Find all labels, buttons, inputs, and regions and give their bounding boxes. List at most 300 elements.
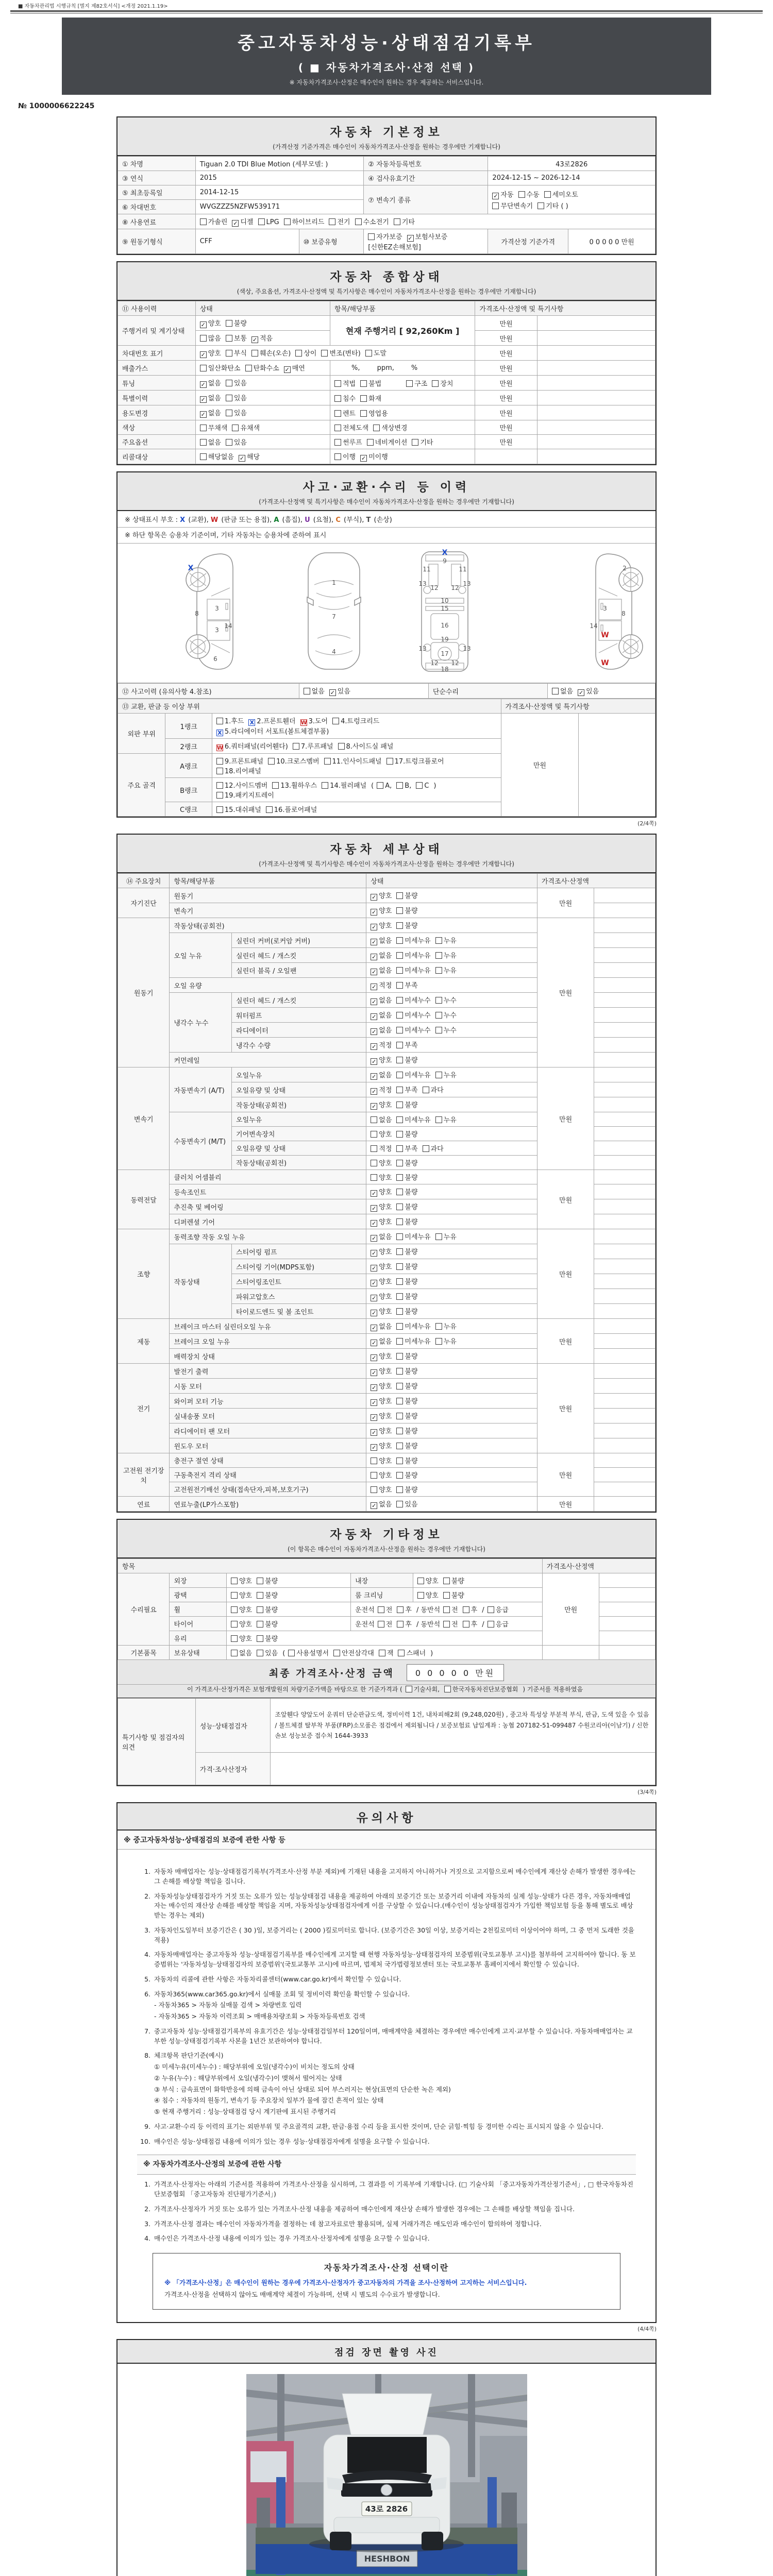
checkbox-option[interactable] — [396, 1025, 430, 1035]
checkbox-option[interactable] — [368, 231, 402, 241]
checkbox-option[interactable] — [488, 1604, 509, 1614]
checkbox-option[interactable] — [371, 890, 392, 901]
checkbox[interactable] — [423, 1087, 429, 1093]
checkbox[interactable] — [367, 439, 374, 446]
checkbox[interactable] — [200, 218, 207, 225]
checkbox-option[interactable] — [371, 1246, 392, 1257]
checkbox-option[interactable] — [226, 318, 247, 328]
checkbox[interactable] — [379, 1650, 385, 1656]
checkbox[interactable] — [377, 782, 383, 789]
checkbox[interactable] — [334, 380, 341, 387]
checkbox-option[interactable] — [371, 920, 392, 930]
checkbox[interactable] — [396, 1428, 403, 1434]
checkbox[interactable] — [396, 1204, 403, 1210]
checkbox-option[interactable] — [463, 1604, 478, 1614]
checkbox-option[interactable] — [371, 1470, 392, 1480]
checkbox-option[interactable] — [396, 1246, 417, 1256]
checkbox[interactable] — [329, 218, 335, 225]
checkbox[interactable] — [396, 1160, 403, 1166]
checked-checkbox[interactable]: ✓ — [372, 969, 377, 975]
checked-checkbox[interactable]: ✓ — [372, 1310, 377, 1316]
checkbox-option[interactable] — [257, 1633, 278, 1643]
checkbox[interactable] — [226, 395, 232, 401]
checkbox-option[interactable] — [371, 980, 392, 990]
checkbox-option[interactable] — [435, 1114, 457, 1124]
checkbox-option[interactable] — [365, 348, 386, 358]
checkbox[interactable] — [417, 1592, 424, 1599]
checkbox-option[interactable] — [378, 1604, 393, 1614]
checkbox-option[interactable] — [200, 216, 228, 226]
checkbox[interactable] — [435, 997, 442, 1004]
checkbox-option[interactable] — [371, 935, 392, 945]
checkbox-option[interactable] — [396, 1129, 417, 1139]
checkbox[interactable] — [435, 937, 442, 944]
checkbox-option[interactable] — [216, 756, 263, 766]
checkbox-option[interactable] — [406, 378, 427, 388]
checkbox-option[interactable] — [334, 393, 356, 403]
checked-checkbox[interactable]: ✓ — [372, 1369, 377, 1376]
checkbox[interactable] — [396, 1293, 403, 1300]
checked-checkbox[interactable]: ✓ — [372, 939, 377, 945]
checkbox[interactable] — [251, 350, 258, 357]
checkbox[interactable] — [396, 1398, 403, 1404]
checkbox[interactable] — [396, 907, 403, 914]
checkbox[interactable] — [334, 439, 341, 446]
checkbox-option[interactable] — [394, 216, 415, 226]
checkbox-option[interactable] — [371, 1187, 392, 1197]
checkbox-option[interactable] — [377, 782, 392, 790]
checkbox[interactable] — [435, 1012, 442, 1019]
checkbox[interactable] — [396, 1278, 403, 1285]
checkbox[interactable] — [334, 410, 341, 417]
checked-checkbox[interactable]: ✓ — [200, 411, 206, 418]
checked-checkbox[interactable]: ✓ — [372, 954, 377, 960]
checkbox-option[interactable] — [435, 995, 457, 1005]
checkbox[interactable] — [396, 1501, 403, 1507]
checkbox-option[interactable] — [334, 422, 368, 432]
checkbox-option[interactable] — [200, 408, 221, 418]
checkbox-option[interactable] — [379, 1648, 394, 1657]
checkbox-option[interactable] — [396, 1440, 417, 1450]
checkbox[interactable] — [216, 782, 223, 789]
checkbox-option[interactable] — [386, 756, 444, 766]
checkbox[interactable] — [272, 782, 279, 789]
checkbox[interactable] — [371, 1131, 377, 1138]
checkbox-option[interactable] — [226, 408, 247, 417]
checkbox[interactable] — [396, 1057, 403, 1063]
checkbox[interactable] — [394, 218, 400, 225]
checkbox[interactable] — [231, 1592, 238, 1599]
checkbox-option[interactable] — [360, 408, 388, 418]
checkbox-option[interactable] — [396, 1276, 417, 1286]
checkbox-option[interactable] — [257, 1575, 278, 1585]
checkbox[interactable] — [232, 425, 239, 431]
checkbox[interactable] — [537, 202, 544, 209]
checkbox-option[interactable] — [216, 741, 288, 751]
checkbox-option[interactable] — [248, 716, 295, 726]
checkbox[interactable] — [245, 365, 252, 371]
checkbox[interactable] — [268, 758, 275, 765]
checkbox[interactable] — [216, 768, 223, 774]
checkbox-option[interactable] — [544, 189, 578, 199]
checkbox-option[interactable] — [268, 756, 319, 766]
checkbox[interactable] — [338, 743, 345, 750]
checkbox[interactable] — [396, 1472, 403, 1479]
checkbox-option[interactable] — [371, 950, 392, 960]
checkbox-option[interactable] — [266, 804, 317, 814]
checkbox[interactable] — [231, 1578, 238, 1584]
checkbox[interactable] — [371, 1160, 377, 1166]
checkbox-option[interactable] — [231, 1604, 252, 1614]
checkbox[interactable] — [371, 1116, 377, 1123]
checkbox-option[interactable] — [232, 422, 260, 432]
checkbox-option[interactable] — [257, 1590, 278, 1600]
checkbox[interactable] — [463, 1621, 469, 1628]
checkbox-option[interactable] — [378, 1619, 393, 1629]
checkbox[interactable] — [396, 1486, 403, 1493]
checkbox[interactable] — [397, 1606, 404, 1613]
checkbox-option[interactable] — [334, 437, 362, 447]
checkbox-option[interactable] — [367, 437, 408, 447]
checkbox-option[interactable] — [200, 437, 221, 447]
checkbox-option[interactable] — [578, 686, 599, 696]
checked-checkbox[interactable]: ✓ — [372, 1399, 377, 1406]
checkbox[interactable] — [360, 410, 367, 417]
checked-checkbox[interactable]: ✓ — [233, 220, 238, 227]
checkbox[interactable] — [396, 1145, 403, 1152]
checkbox-option[interactable] — [396, 980, 417, 990]
checkbox-option[interactable] — [371, 1440, 392, 1451]
checkbox[interactable] — [396, 1101, 403, 1108]
checkbox[interactable] — [257, 1606, 263, 1613]
checkbox-option[interactable] — [216, 804, 261, 814]
checkbox-option[interactable] — [231, 1648, 252, 1657]
checkbox[interactable] — [396, 1248, 403, 1255]
checkbox-option[interactable] — [371, 1099, 392, 1110]
checkbox-option[interactable] — [251, 348, 291, 358]
checkbox-option[interactable] — [396, 950, 430, 960]
checkbox[interactable] — [396, 892, 403, 899]
checkbox[interactable] — [416, 782, 423, 789]
checked-checkbox[interactable]: ✓ — [372, 1235, 377, 1242]
checkbox-option[interactable] — [396, 1336, 430, 1346]
checked-checkbox[interactable]: ✓ — [372, 1028, 377, 1035]
checkbox[interactable] — [378, 1621, 384, 1628]
checkbox[interactable] — [257, 1635, 263, 1642]
checkbox-option[interactable] — [200, 378, 221, 388]
checkbox-option[interactable] — [371, 1010, 392, 1020]
checked-checkbox[interactable]: ✓ — [372, 909, 377, 916]
checkbox-option[interactable] — [492, 200, 533, 210]
checkbox[interactable] — [360, 380, 367, 387]
checkbox[interactable] — [443, 1592, 450, 1599]
checkbox-option[interactable] — [371, 1396, 392, 1406]
checkbox[interactable] — [396, 1443, 403, 1449]
checked-checkbox[interactable]: ✓ — [372, 1444, 377, 1451]
checkbox[interactable] — [334, 395, 341, 402]
checkbox-option[interactable] — [396, 1411, 417, 1420]
checkbox[interactable] — [412, 439, 418, 446]
checkbox[interactable] — [226, 380, 232, 386]
checkbox-option[interactable] — [396, 1201, 417, 1211]
checked-checkbox[interactable]: ✓ — [200, 351, 206, 358]
checkbox[interactable] — [258, 218, 265, 225]
checkbox-option[interactable] — [232, 216, 253, 227]
checked-checkbox[interactable]: ✓ — [372, 1280, 377, 1286]
checkbox-option[interactable] — [396, 995, 430, 1005]
checked-checkbox[interactable]: ✓ — [372, 1502, 377, 1509]
checkbox-option[interactable] — [329, 216, 350, 226]
checkbox-option[interactable] — [371, 1216, 392, 1227]
checkbox-option[interactable] — [371, 1336, 392, 1346]
checkbox-option[interactable] — [396, 1084, 417, 1094]
checkbox[interactable] — [396, 1174, 403, 1181]
checkbox[interactable] — [365, 350, 372, 357]
checkbox[interactable] — [396, 1413, 403, 1419]
checked-checkbox[interactable]: ✓ — [252, 336, 258, 343]
checkbox-option[interactable] — [443, 1604, 458, 1614]
checkbox-option[interactable] — [226, 437, 247, 447]
checkbox-option[interactable] — [338, 741, 394, 751]
checkbox[interactable] — [396, 982, 403, 989]
checkbox-option[interactable] — [396, 965, 430, 975]
checkbox-option[interactable] — [396, 1055, 417, 1064]
checked-checkbox[interactable]: ✓ — [372, 1295, 377, 1301]
checkbox-option[interactable] — [371, 1276, 392, 1286]
checked-checkbox[interactable]: ✓ — [372, 1414, 377, 1421]
checkbox[interactable] — [396, 1368, 403, 1375]
checkbox[interactable] — [231, 1621, 238, 1628]
checkbox-option[interactable] — [329, 686, 350, 696]
checkbox-option[interactable] — [231, 1575, 252, 1585]
checkbox-option[interactable] — [443, 1619, 458, 1629]
checkbox-option[interactable] — [200, 451, 234, 461]
checkbox[interactable] — [423, 1145, 429, 1152]
checkbox[interactable] — [396, 997, 403, 1004]
checkbox[interactable] — [398, 1650, 405, 1656]
checked-checkbox[interactable]: ✓ — [372, 1384, 377, 1391]
checked-checkbox[interactable]: ✓ — [372, 1013, 377, 1020]
checkbox[interactable] — [257, 1578, 263, 1584]
checkbox-option[interactable] — [396, 1143, 417, 1153]
checkbox-option[interactable] — [371, 1129, 392, 1139]
checkbox-option[interactable] — [492, 189, 513, 199]
checkbox-option[interactable] — [371, 965, 392, 975]
checkbox[interactable] — [371, 1486, 377, 1493]
checkbox-option[interactable] — [371, 1484, 392, 1494]
checkbox[interactable] — [463, 1606, 469, 1613]
checkbox-option[interactable] — [435, 965, 457, 975]
checked-checkbox[interactable]: ✓ — [372, 1043, 377, 1050]
checked-checkbox[interactable]: ✓ — [372, 1429, 377, 1436]
checkbox-option[interactable] — [322, 780, 366, 790]
checkbox-option[interactable] — [443, 1575, 464, 1585]
checkbox[interactable] — [333, 1650, 340, 1656]
checkbox-option[interactable] — [396, 1484, 417, 1494]
checkbox[interactable] — [396, 1012, 403, 1019]
checkbox-option[interactable] — [406, 1685, 440, 1693]
checkbox-option[interactable] — [396, 782, 411, 790]
checkbox-option[interactable] — [200, 333, 221, 343]
checked-checkbox[interactable]: ✓ — [578, 689, 584, 696]
checkbox-option[interactable] — [295, 348, 316, 358]
checkbox-option[interactable] — [371, 1143, 392, 1153]
checkbox-option[interactable] — [373, 422, 407, 432]
checked-checkbox[interactable]: ✓ — [372, 1103, 377, 1110]
checked-checkbox[interactable]: ✓ — [200, 396, 206, 403]
mark-checkbox[interactable]: X — [216, 730, 223, 736]
checkbox-option[interactable] — [396, 890, 417, 900]
checkbox[interactable] — [226, 320, 232, 327]
checkbox[interactable] — [257, 1621, 263, 1628]
checkbox-option[interactable] — [300, 716, 328, 726]
checkbox-option[interactable] — [371, 1172, 392, 1182]
checked-checkbox[interactable]: ✓ — [372, 998, 377, 1005]
checkbox-option[interactable] — [371, 1411, 392, 1421]
checkbox[interactable] — [257, 1592, 263, 1599]
checkbox-option[interactable] — [537, 200, 568, 210]
checkbox[interactable] — [304, 688, 310, 694]
checkbox[interactable] — [266, 806, 273, 813]
checkbox[interactable] — [488, 1606, 494, 1613]
checkbox-option[interactable] — [396, 1070, 430, 1079]
checkbox[interactable] — [200, 335, 207, 342]
checkbox-option[interactable] — [423, 1084, 444, 1094]
checkbox-option[interactable] — [371, 1306, 392, 1316]
checkbox[interactable] — [368, 233, 375, 240]
checkbox[interactable] — [332, 718, 339, 724]
checked-checkbox[interactable]: ✓ — [372, 924, 377, 930]
checkbox-option[interactable] — [272, 780, 317, 790]
checkbox[interactable] — [226, 350, 232, 357]
checkbox-option[interactable] — [396, 1187, 417, 1196]
checkbox-option[interactable] — [396, 935, 430, 945]
checkbox[interactable] — [432, 380, 439, 387]
checkbox[interactable] — [200, 365, 207, 371]
checkbox-option[interactable] — [407, 231, 448, 242]
mark-checkbox[interactable]: W — [300, 719, 307, 726]
checkbox[interactable] — [200, 425, 207, 431]
checked-checkbox[interactable]: ✓ — [330, 689, 335, 696]
checkbox[interactable] — [200, 439, 207, 446]
checkbox[interactable] — [488, 1621, 494, 1628]
checkbox[interactable] — [334, 425, 341, 431]
checkbox[interactable] — [360, 395, 367, 402]
checkbox-option[interactable] — [226, 348, 247, 358]
checkbox[interactable] — [396, 937, 403, 944]
checkbox-option[interactable] — [435, 1070, 457, 1079]
checked-checkbox[interactable]: ✓ — [372, 1190, 377, 1197]
checkbox-option[interactable] — [371, 1070, 392, 1080]
checkbox[interactable] — [371, 1174, 377, 1181]
checkbox[interactable] — [216, 718, 223, 724]
checkbox-option[interactable] — [371, 1321, 392, 1331]
checkbox[interactable] — [396, 1338, 403, 1345]
checkbox[interactable] — [443, 1621, 450, 1628]
checkbox-option[interactable] — [435, 935, 457, 945]
checkbox[interactable] — [435, 1323, 442, 1330]
checkbox[interactable] — [435, 967, 442, 974]
checkbox-option[interactable] — [200, 318, 221, 328]
checkbox-option[interactable] — [231, 1633, 252, 1643]
checkbox-option[interactable] — [396, 1216, 417, 1226]
checkbox-option[interactable] — [304, 686, 325, 696]
checkbox-option[interactable] — [284, 216, 325, 226]
checkbox[interactable] — [231, 1635, 238, 1642]
checkbox-option[interactable] — [257, 1619, 278, 1629]
checkbox-option[interactable] — [332, 716, 379, 725]
checkbox-option[interactable] — [371, 1114, 392, 1124]
checkbox-option[interactable] — [396, 1366, 417, 1376]
checkbox-option[interactable] — [258, 218, 279, 226]
checkbox-option[interactable] — [334, 451, 356, 461]
checkbox-option[interactable] — [251, 333, 273, 343]
checkbox[interactable] — [396, 922, 403, 929]
checkbox[interactable] — [435, 1233, 442, 1240]
checkbox-option[interactable] — [396, 1172, 417, 1182]
checkbox-option[interactable] — [371, 1351, 392, 1361]
checkbox-option[interactable] — [396, 1351, 417, 1361]
checkbox-option[interactable] — [226, 378, 247, 387]
checkbox-option[interactable] — [396, 1396, 417, 1405]
checkbox-option[interactable] — [397, 1619, 412, 1629]
checkbox[interactable] — [396, 1458, 403, 1464]
checkbox[interactable] — [293, 743, 299, 750]
checkbox[interactable] — [216, 758, 223, 765]
checkbox[interactable] — [435, 1338, 442, 1345]
checkbox[interactable] — [371, 1458, 377, 1464]
checkbox-option[interactable] — [444, 1685, 518, 1693]
checkbox-option[interactable] — [371, 1231, 392, 1242]
checkbox[interactable] — [371, 1145, 377, 1152]
checkbox[interactable] — [396, 1087, 403, 1093]
checkbox-option[interactable] — [396, 1261, 417, 1271]
checkbox[interactable] — [397, 1621, 404, 1628]
checkbox[interactable] — [552, 688, 559, 694]
checkbox[interactable] — [396, 1308, 403, 1315]
checkbox-option[interactable] — [417, 1590, 439, 1600]
checkbox-option[interactable] — [552, 686, 573, 696]
checked-checkbox[interactable]: ✓ — [372, 1354, 377, 1361]
checked-checkbox[interactable]: ✓ — [493, 193, 498, 199]
checkbox-option[interactable] — [360, 393, 381, 403]
checkbox[interactable] — [396, 952, 403, 959]
checked-checkbox[interactable]: ✓ — [372, 984, 377, 990]
checkbox-option[interactable] — [288, 1648, 329, 1657]
checkbox[interactable] — [396, 1233, 403, 1240]
checkbox-option[interactable] — [371, 1040, 392, 1050]
checkbox-option[interactable] — [231, 1590, 252, 1600]
checkbox[interactable] — [257, 1650, 263, 1656]
checkbox[interactable] — [396, 1383, 403, 1389]
checkbox[interactable] — [226, 439, 232, 446]
checkbox-option[interactable] — [396, 1499, 417, 1509]
checkbox-option[interactable] — [371, 1201, 392, 1212]
checkbox-option[interactable] — [416, 782, 429, 790]
checkbox-option[interactable] — [239, 451, 260, 462]
checkbox[interactable] — [334, 453, 341, 460]
checked-checkbox[interactable]: ✓ — [200, 321, 206, 328]
checkbox[interactable] — [378, 1606, 384, 1613]
checkbox[interactable] — [231, 1606, 238, 1613]
checkbox[interactable] — [321, 350, 328, 357]
checkbox-option[interactable] — [396, 1099, 417, 1109]
checkbox-option[interactable] — [397, 1604, 412, 1614]
checkbox-option[interactable] — [355, 216, 389, 226]
checkbox-option[interactable] — [371, 905, 392, 916]
checkbox[interactable] — [435, 1027, 442, 1033]
checked-checkbox[interactable]: ✓ — [239, 455, 245, 462]
